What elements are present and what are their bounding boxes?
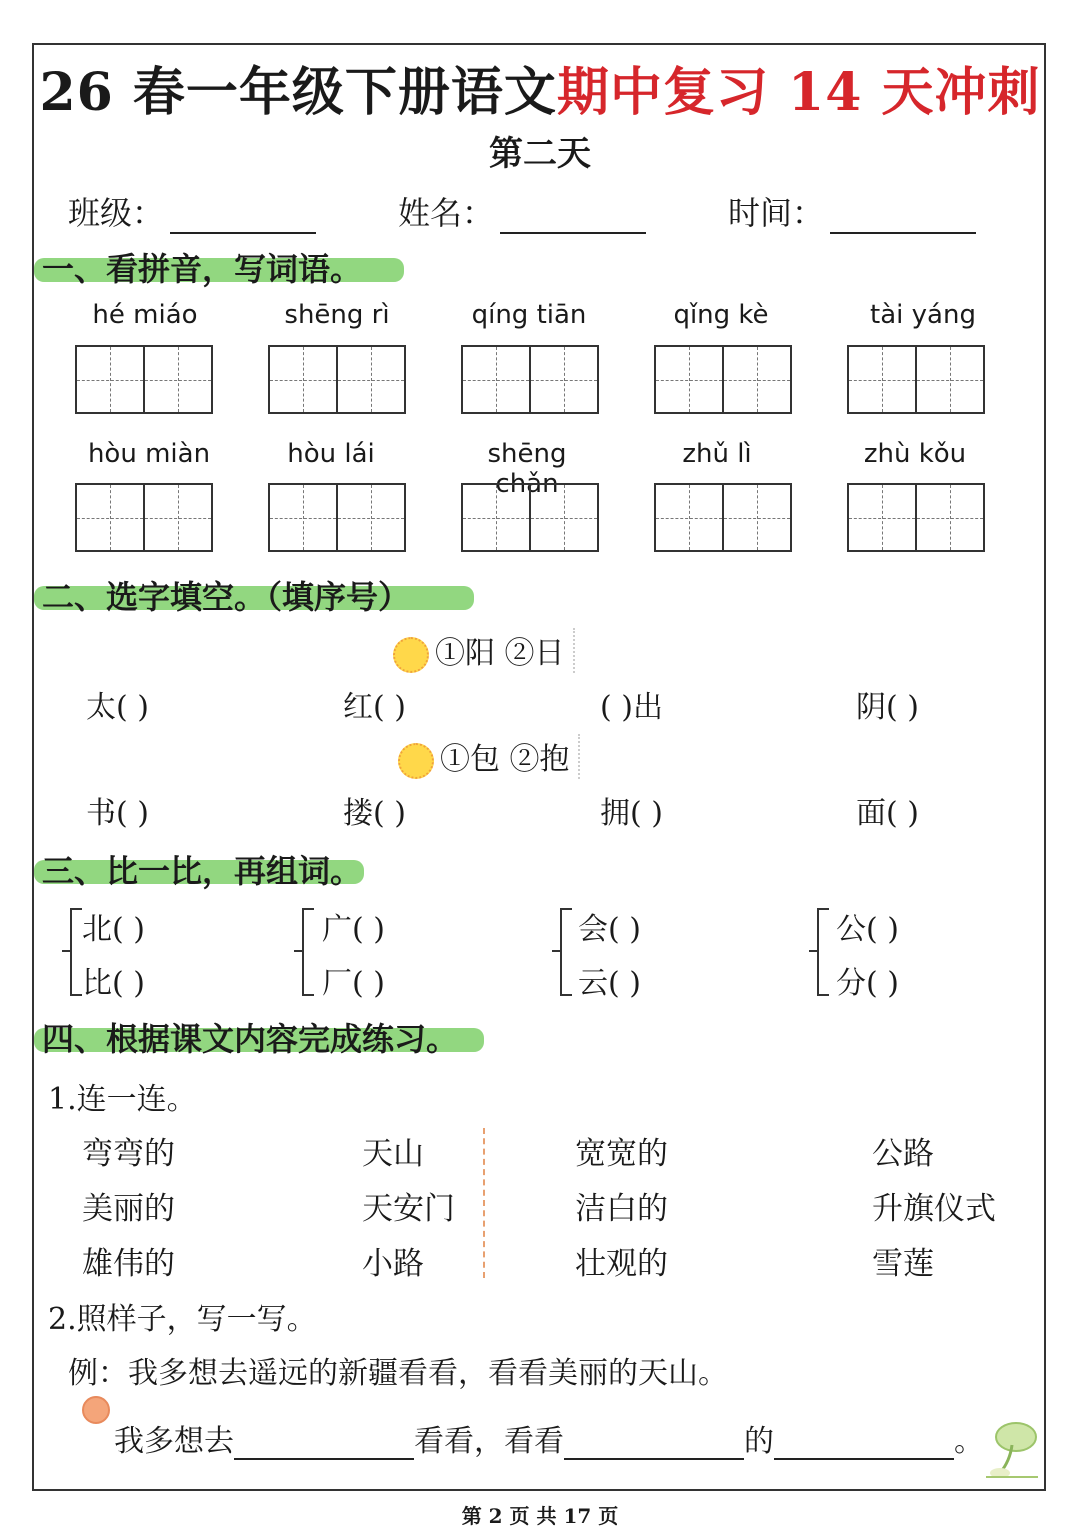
pinyin: hòu miàn [87,439,211,469]
column-divider [483,1128,485,1278]
title-red: 期中复习 14 天冲刺 [556,62,1041,123]
compare-word[interactable]: 公( ) [836,912,899,947]
writing-grid[interactable] [461,345,599,414]
section-4-title: 四、根据课文内容完成练习。 [42,1020,459,1058]
match-item[interactable]: 升旗仪式 [872,1191,996,1227]
fill-blank[interactable]: 面( ) [856,796,919,831]
match-item[interactable]: 公路 [872,1136,934,1172]
fill-blank[interactable]: 拥( ) [600,796,663,831]
bullet-dot-icon [82,1396,110,1424]
match-item[interactable]: 壮观的 [575,1246,668,1282]
brace-icon [302,908,314,996]
page-title [0,50,1080,125]
brace-icon [817,908,829,996]
answer-part: 。 [954,1424,984,1459]
answer-part: 看看，看看 [414,1424,564,1459]
option-group-2 [398,734,580,779]
time-label: 时间： [728,194,825,232]
match-item[interactable]: 弯弯的 [82,1136,175,1172]
compare-word[interactable]: 厂( ) [322,966,385,1001]
section-2-heading [42,572,410,618]
brace-icon [560,908,572,996]
answer-sentence [114,1416,984,1460]
section-4-heading [42,1014,458,1060]
match-item[interactable]: 天山 [362,1136,424,1172]
writing-grid[interactable] [268,345,406,414]
fill-blank[interactable]: 阴( ) [856,690,919,725]
class-field [68,188,316,234]
answer-blank[interactable] [774,1428,954,1460]
section-2-title: 二、选字填空。（填序号） [42,578,411,616]
fill-blank[interactable]: ( )出 [600,690,663,725]
writing-grid[interactable] [654,483,792,552]
answer-part: 我多想去 [114,1424,234,1459]
brace-icon [70,908,82,996]
section-1-title: 一、看拼音，写词语。 [42,250,363,288]
pinyin: qíng tiān [471,300,587,330]
fill-blank[interactable]: 书( ) [86,796,149,831]
sun-icon [393,637,429,673]
compare-word[interactable]: 比( ) [82,966,145,1001]
plant-decoration-icon [982,1415,1042,1481]
match-item[interactable]: 小路 [362,1246,424,1282]
writing-grid[interactable] [75,483,213,552]
match-item[interactable]: 天安门 [362,1191,455,1227]
time-blank[interactable] [830,198,976,234]
question-2: 2.照样子，写一写。 [48,1302,317,1337]
fill-blank[interactable]: 搂( ) [343,796,406,831]
answer-blank[interactable] [564,1428,744,1460]
match-item[interactable]: 雪莲 [872,1246,934,1282]
section-3-title: 三、比一比，再组词。 [42,852,363,890]
pinyin: shēng rì [284,300,390,330]
option-text: ①包 ②抱 [440,742,570,777]
name-blank[interactable] [500,198,646,234]
section-3-heading [42,846,362,892]
answer-part: 的 [744,1424,774,1459]
writing-grid[interactable] [268,483,406,552]
sun-icon [398,743,434,779]
page-footer: 第 2 页 共 17 页 [461,1504,619,1528]
compare-word[interactable]: 分( ) [836,966,899,1001]
match-item[interactable]: 宽宽的 [575,1136,668,1172]
writing-grid[interactable] [75,345,213,414]
fill-blank[interactable]: 红( ) [343,690,406,725]
match-item[interactable]: 美丽的 [82,1191,175,1227]
option-group-1 [393,628,575,673]
pinyin: zhǔ lì [682,439,752,469]
pinyin: shēng chǎn [487,439,567,499]
time-field [728,188,976,234]
name-field [398,188,646,234]
question-1: 1.连一连。 [48,1082,197,1117]
example-sentence: 例：我多想去遥远的新疆看看，看看美丽的天山。 [68,1356,728,1391]
day-subtitle: 第二天 [489,134,591,174]
writing-grid[interactable] [847,345,985,414]
pinyin: hòu lái [287,439,375,469]
name-label: 姓名： [398,194,495,232]
class-label: 班级： [68,194,165,232]
writing-grid[interactable] [847,483,985,552]
writing-grid[interactable] [461,483,599,552]
writing-grid[interactable] [654,345,792,414]
pinyin: tài yáng [870,300,976,330]
pinyin: qǐng kè [673,300,769,330]
title-black: 26 春一年级下册语文 [39,62,557,123]
answer-blank[interactable] [234,1428,414,1460]
class-blank[interactable] [170,198,316,234]
option-text: ①阳 ②日 [435,636,565,671]
section-1-heading [42,244,362,290]
compare-word[interactable]: 云( ) [578,966,641,1001]
compare-word[interactable]: 广( ) [322,912,385,947]
compare-word[interactable]: 会( ) [578,912,641,947]
pinyin: zhù kǒu [863,439,967,469]
match-item[interactable]: 雄伟的 [82,1246,175,1282]
fill-blank[interactable]: 太( ) [86,690,149,725]
match-item[interactable]: 洁白的 [575,1191,668,1227]
compare-word[interactable]: 北( ) [82,912,145,947]
pinyin: hé miáo [92,300,198,330]
